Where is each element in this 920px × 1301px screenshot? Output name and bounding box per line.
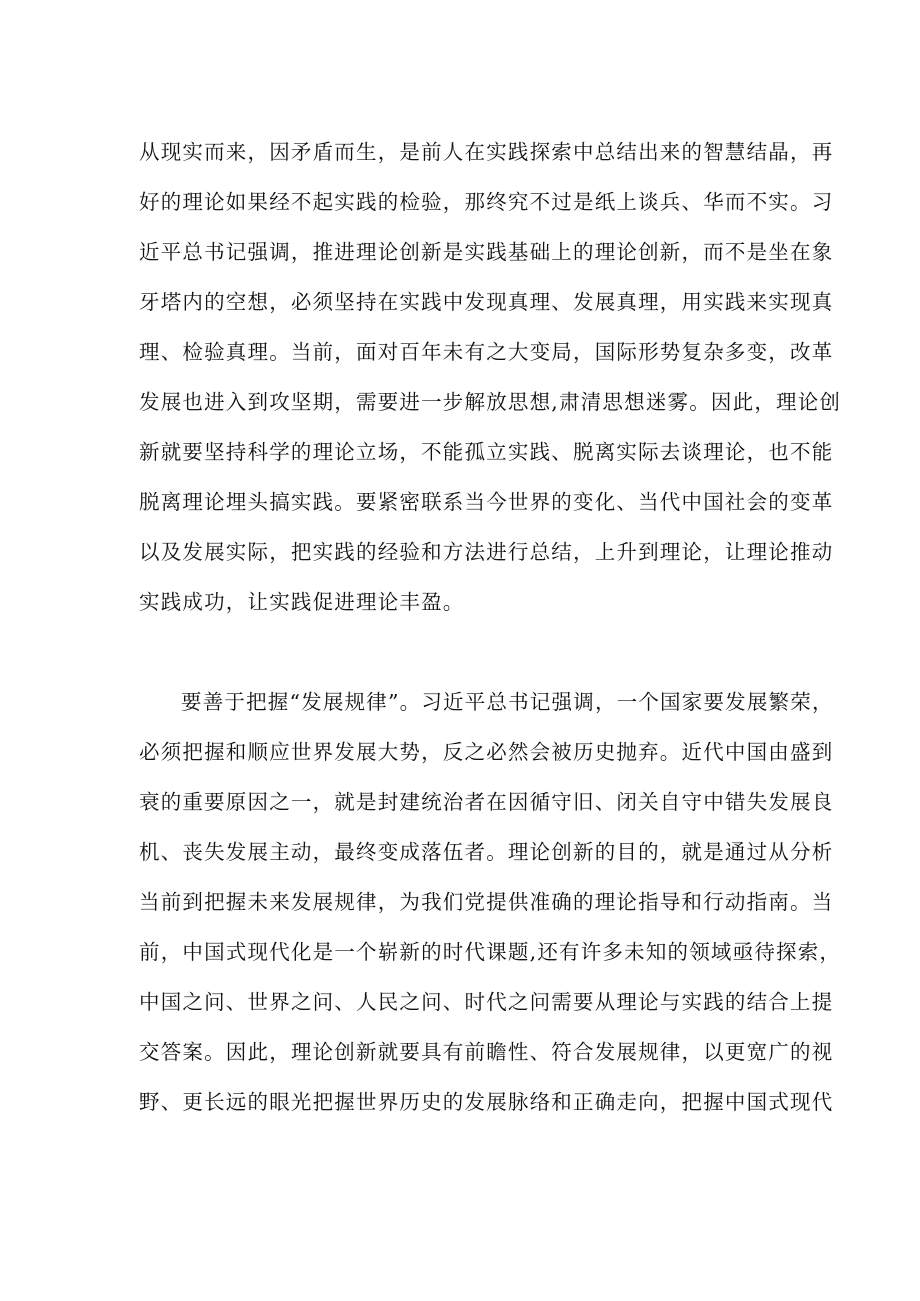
text-line: 当前到把握未来发展规律，为我们党提供准确的理论指导和行动指南。当 [139,890,834,914]
text-line: 牙塔内的空想，必须坚持在实践中发现真理、发展真理，用实践来实现真 [139,290,834,314]
text-line: 脱离理论埋头搞实践。要紧密联系当今世界的变化、当代中国社会的变革 [139,490,834,514]
text-line: 新就要坚持科学的理论立场，不能孤立实践、脱离实际去谈理论，也不能 [139,440,834,464]
text-line: 从现实而来，因矛盾而生，是前人在实践探索中总结出来的智慧结晶，再 [139,140,834,164]
paragraph-2 [139,677,842,1127]
text-line: 衰的重要原因之一，就是封建统治者在因循守旧、闭关自守中错失发展良 [139,790,834,814]
text-line: 必须把握和顺应世界发展大势，反之必然会被历史抛弃。近代中国由盛到 [139,740,834,764]
text-line: 交答案。因此，理论创新就要具有前瞻性、符合发展规律，以更宽广的视 [139,1040,834,1064]
text-line: 机、丧失发展主动，最终变成落伍者。理论创新的目的，就是通过从分析 [139,840,834,864]
text-line: 以及发展实际，把实践的经验和方法进行总结，上升到理论，让理论推动 [139,540,834,564]
text-line: 野、更长远的眼光把握世界历史的发展脉络和正确走向，把握中国式现代 [139,1090,834,1114]
text-line: 中国之问、世界之问、人民之问、时代之问需要从理论与实践的结合上提 [139,990,834,1014]
text-line: 近平总书记强调，推进理论创新是实践基础上的理论创新，而不是坐在象 [139,240,834,264]
text-line: 好的理论如果经不起实践的检验，那终究不过是纸上谈兵、华而不实。习 [139,190,834,214]
paragraph-1 [139,127,842,627]
text-line: 发展也进入到攻坚期，需要进一步解放思想,肃清思想迷雾。因此，理论创 [139,390,842,414]
text-line: 理、检验真理。当前，面对百年未有之大变局，国际形势复杂多变，改革 [139,340,834,364]
text-line: 前，中国式现代化是一个崭新的时代课题,还有许多未知的领域亟待探索， [139,940,842,964]
text-line: 实践成功，让实践促进理论丰盈。 [139,590,465,614]
text-line: 要善于把握“发展规律”。习近平总书记强调，一个国家要发展繁荣， [181,690,834,714]
